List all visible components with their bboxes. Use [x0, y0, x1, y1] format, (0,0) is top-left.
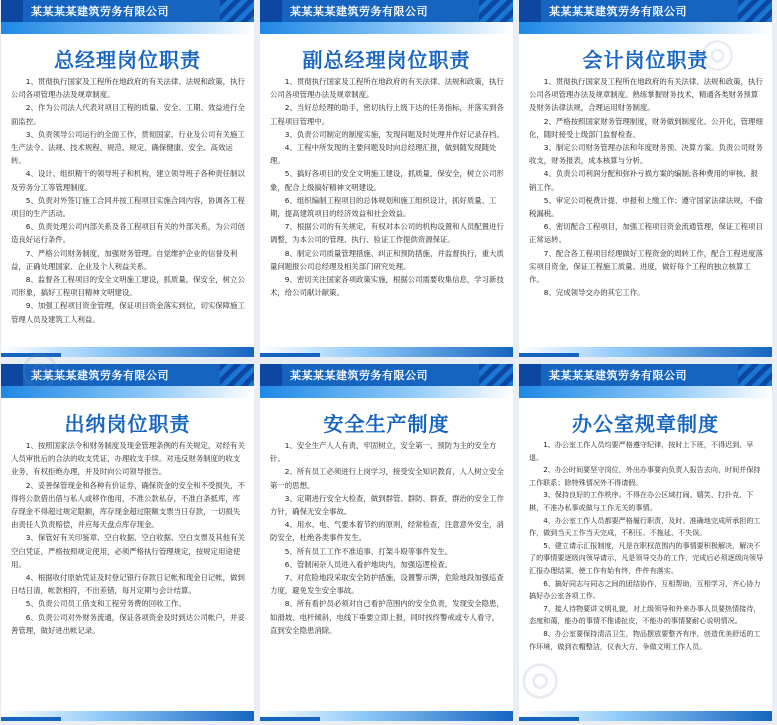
panel-title: 副总经理岗位职责: [302, 48, 471, 72]
list-item: 7、接人待物要讲文明礼貌，对上级领导和外来办事人员要热情接待，态度和蔼，能办的事情不推诿扯皮，不能办的事情要耐心说明情况。: [529, 603, 761, 626]
panel-title: 出纳岗位职责: [64, 412, 191, 436]
list-item: 6、管制闲杂人员进入看护地块内，加强巡逻检查。: [284, 559, 453, 569]
list-item: 5、所有员工工作不准追事、打架斗殴等事件发生。: [284, 546, 453, 556]
list-item: 8、监督各工程项目的安全文明施工建设，抓质量，保安全，树立公司形象，搞好工程项目精神文明建设。: [11, 275, 245, 298]
list-item: 8、制定公司质量管理措施、纠正和预防措施，并监督执行，重大质量问题报公司总经理及相关部门研究处理。: [270, 248, 504, 271]
list-item: 5、负责公司员工借支和工程劳务费的回收工作。: [25, 599, 186, 609]
list-item: 2、严格按照国家财务管理制度，财务做到制度化、公开化，管理细化，随时接受上级部门监督检查。: [529, 116, 763, 139]
list-item: 8、办公室要保持清洁卫生，物品摆放要整齐有序，创造优美舒适的工作环境，做到衣帽整洁，仪表大方，争做文明工作人员。: [529, 628, 761, 651]
list-item: 2、作为公司法人代表对项目工程的质量、安全、工期、效益进行全面监控。: [11, 103, 245, 126]
list-item: 6、密切配合工程项目，加强工程项目资金流通管理，保证工程项目正常运转。: [529, 222, 763, 245]
list-item: 4、用水、电、气要本着节约的原则，经常检查，注意意外安全，消防安全，杜绝各类事件发生。: [270, 520, 504, 543]
list-item: 4、根据收付原始凭证及时登记银行存款日记帐和现金日记帐，做到日结日清，帐款相符，不出差错，每月定期与会计结算。: [11, 573, 245, 596]
company-name: 某某某某建筑劳务有限公司: [549, 5, 687, 18]
list-item: 4、办公室工作人员都要严格履行职责，及时、准确地完成所承担的工作，做到当天工作当天完成，不积压、不拖延、不失误。: [529, 515, 761, 538]
list-item: 3、保持良好的工作秩序。不得在办公区域打闹、嬉笑、打扑克、下棋，不准办私事或做与工作无关的事情。: [529, 490, 754, 512]
footer-decoration: [519, 347, 772, 357]
list-item: 5、审定公司税费计提、申报和上缴工作；遵守国家法律法规，不偷税漏税。: [529, 195, 763, 219]
list-item: 9、加强工程项目资金管理，保证项目资金落实到位，切实保障施工管理人员及建筑工人利益。: [11, 301, 245, 324]
list-item: 3、制定公司财务管理办法和年度财务预、决算方案。负责公司财务收支，财务报表，成本核算与分析。: [529, 143, 763, 166]
rules-panel-safety-production: [260, 364, 513, 721]
company-name: 某某某某建筑劳务有限公司: [290, 5, 428, 18]
panel-body: [529, 439, 764, 653]
rules-panel-office: [519, 364, 772, 721]
list-item: 9、密切关注国家各项政策实施，根据公司需要收集信息，学习新技术，给公司献计献策。: [270, 275, 504, 298]
list-item: 8、所有看护员必须对自己看护范围内的安全负责，发现安全隐患，如滑坡、电杆倾斜，电线下垂要立即上报，同时找终警戒或专人看守，直到安全隐患消除。: [270, 599, 504, 635]
footer-decoration: [260, 347, 513, 357]
panel-body: [270, 75, 505, 299]
panel-body: [529, 75, 764, 299]
list-item: 7、严格公司财务制度，加强财务管理。自觉维护企业的信誉及利益，正确处理国家、企业及个人利益关系。: [11, 248, 238, 271]
header-decoration: [1, 22, 254, 34]
list-item: 7、配合各工程项目经理做好工程资金的周转工作，配合工程进度落实项目资金，保证工程施工质量、进度，做好每个工程的独立核算工作。: [529, 248, 763, 285]
job-duty-panel-deputy-manager: [260, 0, 513, 357]
job-duty-panel-accountant: [519, 0, 772, 357]
list-item: 3、定期进行安全大检查，做到群管、群防、群查，群治的安全工作方针，确保无安全事故。: [270, 493, 504, 517]
list-item: 5、搞好各项目的安全文明施工建设，抓质量，保安全，树立公司形象，配合上级搞好精神文明建设。: [270, 169, 504, 192]
list-item: 4、工程中所发现的主要问题及时向总经理汇报，做到随发现随处理。: [270, 143, 497, 166]
list-item: 2、所有员工必须进行上岗学习，接受安全知识教育，人人树立安全第一的思想。: [270, 467, 504, 490]
company-name: 某某某某建筑劳务有限公司: [290, 369, 428, 382]
list-item: 2、当好总经理的助手，密切执行上级下达的任务指标，并落实到各工程项目管理中。: [270, 103, 504, 126]
footer-decoration: [1, 711, 254, 721]
footer-decoration: [519, 711, 772, 721]
list-item: 7、对危险地段采取安全防护措施，设置警示牌，危险地段加强巡查力度，避免发生安全事故。: [270, 573, 504, 596]
list-item: 1、贯彻执行国家及工程所在地政府的有关法律、法规和政策，执行公司各项管理办法及规章制度。熟练掌握财务技术，精通各类财务预算及财务法律法规，合理运用财务制度。: [529, 77, 763, 113]
list-item: 8、完成领导交办的其它工作。: [543, 288, 645, 298]
list-item: 1、贯彻执行国家及工程所在地政府的有关法律、法规和政策，执行公司各项管理办法及规章制度。: [270, 77, 504, 100]
panel-body: [270, 439, 505, 637]
panel-body: [11, 439, 246, 637]
list-item: 4、负责公司利润分配和弥补亏损方案的编制;各种费用的审核、报销工作。: [529, 169, 758, 192]
list-item: 3、负责领导公司运行的全面工作，贯彻国家、行业及公司有关施工生产法令、法规、技术规程、规范、规定、确保健康、安全、高效运转。: [11, 129, 245, 166]
job-duty-panel-cashier: [1, 364, 254, 721]
list-item: 3、保管好有关印鉴章、空白收据、空白收据、空白支票及其他有关空白凭证，严格按照规定使用，必须严格执行管理规定，按规定用途使用。: [11, 533, 245, 569]
company-name: 某某某某建筑劳务有限公司: [31, 5, 169, 18]
company-name: 某某某某建筑劳务有限公司: [549, 369, 687, 382]
panel-title: 总经理岗位职责: [54, 48, 201, 72]
header-decoration: [519, 22, 772, 34]
list-item: 1、按照国家法令和财务制度及现金管理条例的有关规定，对经有关人员审批后的合法的收支凭证，办理收支手续。对违反财务制度的收支业务，有权拒绝办理，并及时向公司领导报告。: [11, 441, 245, 477]
footer-decoration: [1, 347, 254, 357]
list-item: 6、搞好同志与同志之间的团结协作，互相帮助，互相学习，齐心协力搞好办公室各项工作。: [529, 578, 761, 601]
list-item: 5、建立请示汇报制度，凡是在职权范围内的事情要积极解决，解决不了的事情要逐级向领导请示，凡是领导交办的工作，完成后必须逐级向领导汇报办理结果，使工作有始有终，件件有落实。: [529, 540, 764, 575]
list-item: 5、负责对外签订施工合同并按工程项目实施合同内容，协调各工程项目的生产活动。: [11, 195, 245, 219]
list-item: 1、安全生产人人有责，牢固树立，安全第一、预防为主的安全方针。: [270, 441, 497, 464]
list-item: 2、办公时间要坚守岗位，外出办事要向负责人报告去向，时间并保持工作联系；除特殊情况外不得请假。: [529, 465, 761, 487]
list-item: 1、办公室工作人员均要严格遵守纪律，按时上下班，不得迟到、早退。: [529, 440, 754, 462]
list-item: 2、妥善保管现金和各种有价证券，确保资金的安全和不受损失，不得将公款借出借与私人或移作他用，不准公款私存，不准白条抵库，库存现金不得超过规定限额，库存现金超过限额支票当日存款，一切损失由责任人负责赔偿，并应每天盘点库存现金。: [11, 480, 245, 530]
list-item: 3、负责公司制定的制度实施，发现问题及时处理并作好记录存档。: [284, 129, 504, 139]
list-item: 6、负责处理公司内部关系及各工程项目有关的外部关系，为公司创造良好运行条件。: [11, 222, 245, 245]
header-decoration: [260, 386, 513, 398]
list-item: 1、贯彻执行国家及工程所在地政府的有关法律、法规和政策，执行公司各项管理办法及规章制度。: [11, 77, 245, 100]
company-name: 某某某某建筑劳务有限公司: [31, 369, 169, 382]
panel-title: 办公室规章制度: [572, 412, 719, 436]
job-duty-panel-general-manager: [1, 0, 254, 357]
footer-decoration: [260, 711, 513, 721]
list-item: 6、负责公司对外财务流通，保证各项资金及时到达公司帐户，并妥善管理，做好进出帐记录。: [11, 612, 245, 635]
panel-title: 安全生产制度: [323, 412, 450, 436]
list-item: 4、设计、组织精干的领导班子和机构，建立领导班子各种责任制以及劳务分工等管理制度。: [11, 169, 245, 192]
list-item: 6、组织编制工程项目的总体规划和施工组织设计，抓好质量、工期，提高建筑项目的经济效益和社会效益。: [270, 195, 497, 219]
header-decoration: [260, 22, 513, 34]
panel-title: 会计岗位职责: [582, 48, 709, 72]
header-decoration: [519, 386, 772, 398]
header-decoration: [1, 386, 254, 398]
list-item: 7、根据公司的有关规定，有权对本公司的机构设置和人员配置进行调整，为本公司的管理、执行、验证工作提供资源保证。: [270, 222, 504, 245]
panel-body: [11, 75, 246, 326]
